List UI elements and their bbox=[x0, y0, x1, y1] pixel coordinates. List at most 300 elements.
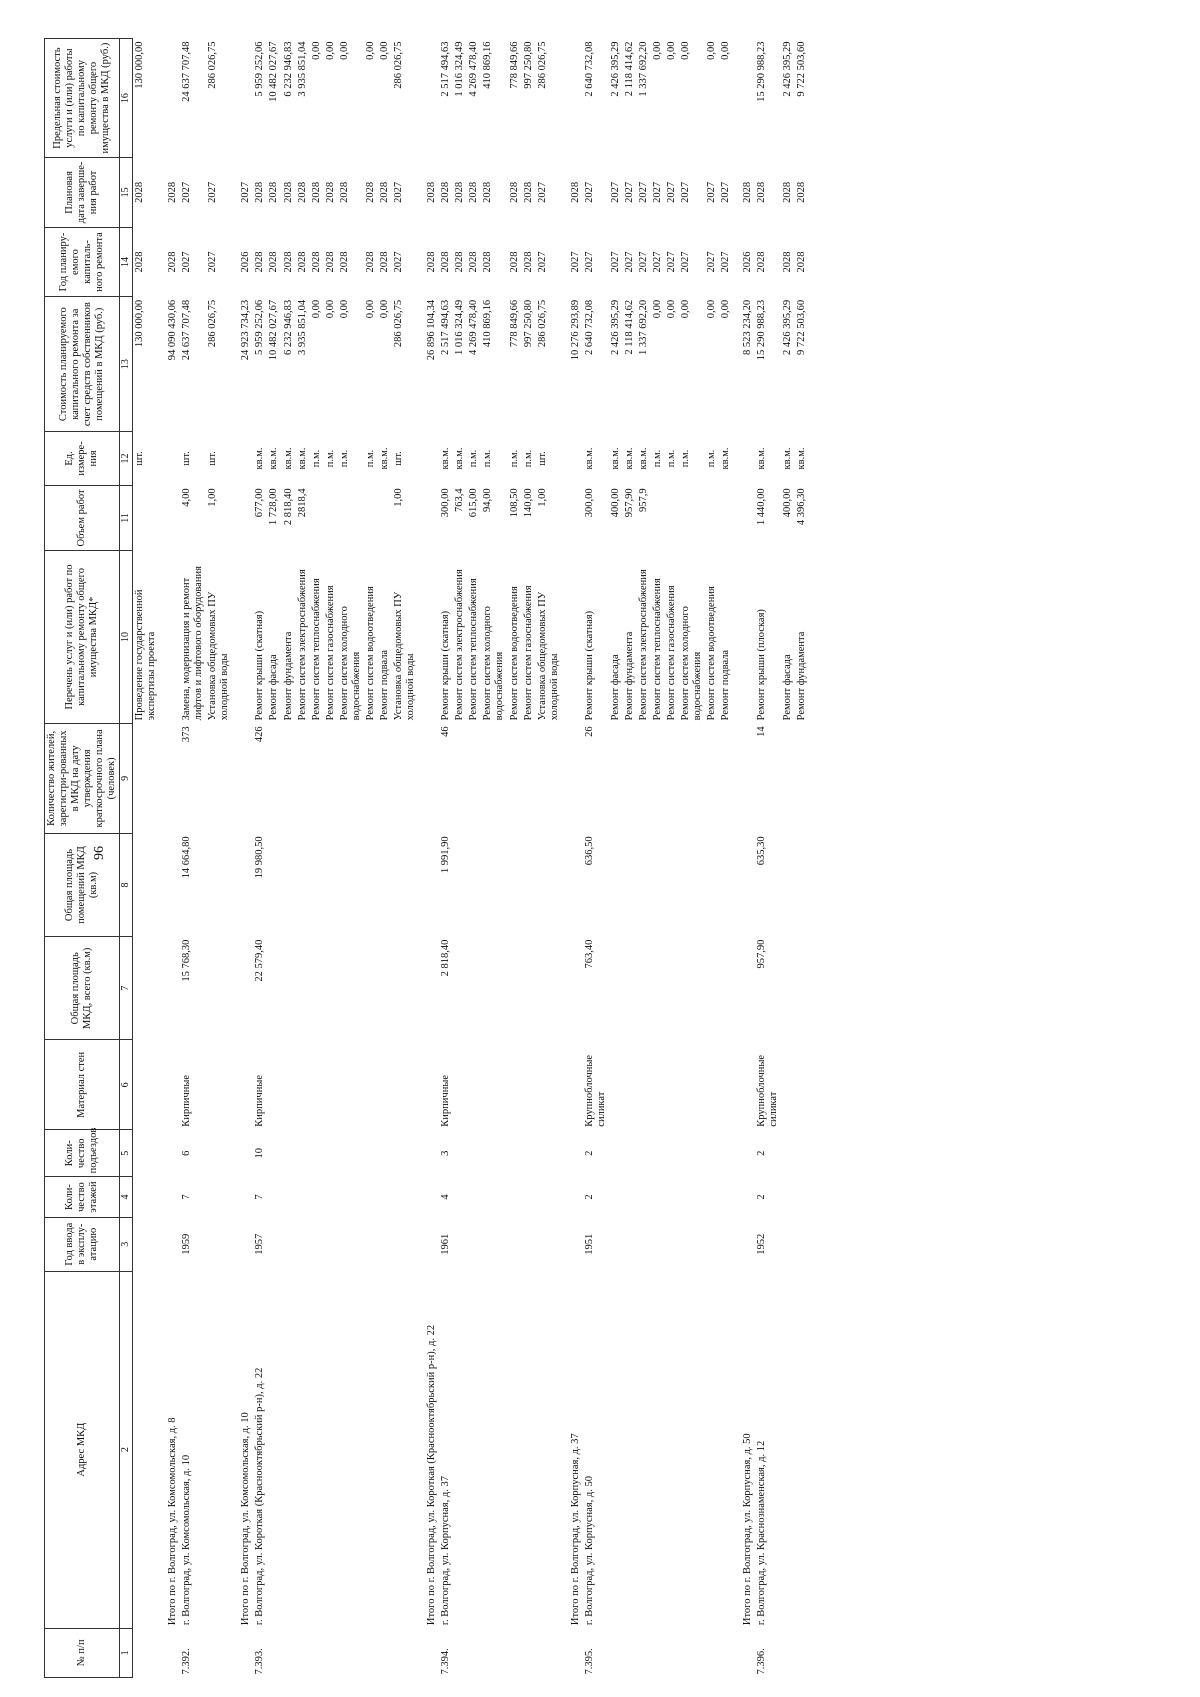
cell-col-2 bbox=[392, 1271, 418, 1628]
cell-col-11 bbox=[338, 485, 364, 550]
cell-col-4 bbox=[232, 1177, 253, 1217]
cell-col-10 bbox=[418, 551, 439, 724]
cell-col-9 bbox=[159, 723, 180, 833]
cell-col-2: Итого по г. Волгоград, ул. Комсомольская, д. 10 bbox=[240, 1412, 252, 1626]
cell-col-13: 0,00 bbox=[338, 299, 350, 319]
cell-col-5 bbox=[705, 1130, 719, 1177]
cell-col-5 bbox=[609, 1130, 623, 1177]
cell-col-3 bbox=[651, 1217, 665, 1271]
cell-col-1 bbox=[338, 1628, 364, 1677]
cell-col-1 bbox=[481, 1628, 507, 1677]
cell-col-2 bbox=[536, 1271, 562, 1628]
cell-col-12: кв.м. bbox=[638, 447, 650, 470]
cell-col-8 bbox=[232, 833, 253, 936]
cell-col-8 bbox=[159, 833, 180, 936]
cell-col-11: 2818,4 bbox=[296, 488, 308, 518]
cell-col-6 bbox=[282, 1040, 296, 1130]
cell-col-8 bbox=[609, 833, 623, 936]
cell-col-15: 2027 bbox=[207, 181, 219, 203]
cell-col-13: 0,00 bbox=[310, 299, 322, 319]
cell-col-3: 1952 bbox=[755, 1233, 767, 1255]
cell-col-12: п.м. bbox=[482, 449, 494, 468]
column-number-5: 5 bbox=[120, 1130, 133, 1177]
cell-col-10: Ремонт фундамента bbox=[282, 631, 294, 721]
cell-col-9 bbox=[282, 723, 296, 833]
cell-col-6 bbox=[508, 1040, 522, 1130]
total-row bbox=[418, 39, 439, 1678]
cell-col-6: Крупноблочные силикат bbox=[755, 1054, 779, 1127]
cell-col-4 bbox=[296, 1177, 310, 1217]
cell-col-8 bbox=[734, 833, 755, 936]
cell-col-13: 2 426 395,29 bbox=[609, 299, 621, 355]
cell-col-14: 2028 bbox=[440, 251, 452, 273]
cell-col-7 bbox=[536, 937, 562, 1040]
cell-col-12: кв.м. bbox=[282, 447, 294, 470]
cell-col-10: Ремонт подвала bbox=[720, 649, 732, 721]
column-number-7: 7 bbox=[120, 937, 133, 1040]
cell-col-6 bbox=[705, 1040, 719, 1130]
cell-col-15: 2028 bbox=[268, 181, 280, 203]
column-header-12: Ед. измере-ния bbox=[45, 432, 120, 486]
column-header-9: Количество жителей, зарегистри-рованных в МКД на дату утверждения краткосрочного плана (человек) bbox=[45, 723, 120, 833]
cell-col-16: 0,00 bbox=[652, 41, 664, 60]
cell-col-2: г. Волгоград, ул. Комсомольская, д. 10 bbox=[181, 1454, 193, 1626]
cell-col-11: 400,00 bbox=[781, 488, 793, 518]
cell-col-12 bbox=[734, 432, 755, 486]
cell-col-3 bbox=[232, 1217, 253, 1271]
cell-col-11: 4,00 bbox=[181, 488, 193, 507]
column-header-8: Общая площадь помещений МКД (кв.м) bbox=[45, 833, 120, 936]
table-row bbox=[310, 39, 324, 1678]
cell-col-4 bbox=[665, 1177, 679, 1217]
column-number-row bbox=[120, 39, 133, 1678]
cell-col-8 bbox=[324, 833, 338, 936]
cell-col-10: Ремонт систем электроснабжения bbox=[638, 569, 650, 721]
cell-col-10 bbox=[562, 551, 583, 724]
cell-col-6 bbox=[467, 1040, 481, 1130]
cell-col-3 bbox=[392, 1217, 418, 1271]
header-row bbox=[45, 39, 120, 1678]
cell-col-15: 2027 bbox=[666, 181, 678, 203]
cell-col-1 bbox=[522, 1628, 536, 1677]
cell-col-1 bbox=[719, 1628, 733, 1677]
cell-col-8 bbox=[310, 833, 324, 936]
cell-col-2 bbox=[705, 1271, 719, 1628]
cell-col-1 bbox=[609, 1628, 623, 1677]
cell-col-7 bbox=[665, 937, 679, 1040]
cell-col-9 bbox=[206, 723, 232, 833]
table-row bbox=[755, 39, 781, 1678]
table-row bbox=[132, 39, 159, 1678]
cell-col-7 bbox=[719, 937, 733, 1040]
cell-col-15: 2028 bbox=[569, 181, 581, 203]
cell-col-1 bbox=[282, 1628, 296, 1677]
cell-col-9 bbox=[734, 723, 755, 833]
cell-col-4 bbox=[282, 1177, 296, 1217]
cell-col-7 bbox=[734, 937, 755, 1040]
rotated-page bbox=[44, 38, 1184, 1678]
cell-col-10 bbox=[232, 551, 253, 724]
cell-col-4 bbox=[522, 1177, 536, 1217]
cell-col-13: 0,00 bbox=[680, 299, 692, 319]
cell-col-12: кв.м. bbox=[624, 447, 635, 470]
cell-col-9 bbox=[324, 723, 338, 833]
cell-col-11 bbox=[651, 485, 665, 550]
cell-col-4 bbox=[623, 1177, 637, 1217]
cell-col-11: 1,00 bbox=[393, 488, 404, 507]
cell-col-15: 2028 bbox=[468, 181, 480, 203]
cell-col-12: п.м. bbox=[666, 449, 678, 468]
cell-col-11: 957,9 bbox=[638, 488, 650, 513]
cell-col-13: 0,00 bbox=[652, 299, 664, 319]
cell-col-16: 410 869,16 bbox=[482, 41, 494, 89]
cell-col-4 bbox=[536, 1177, 562, 1217]
cell-col-2: г. Волгоград, ул. Корпусная, д. 37 bbox=[440, 1476, 452, 1626]
cell-col-1 bbox=[536, 1628, 562, 1677]
cell-col-8: 19 980,50 bbox=[254, 836, 266, 879]
cell-col-14: 2028 bbox=[482, 251, 494, 273]
cell-col-11 bbox=[705, 485, 719, 550]
cell-col-14: 2027 bbox=[569, 251, 581, 273]
cell-col-12: кв.м. bbox=[755, 447, 767, 470]
cell-col-4 bbox=[159, 1177, 180, 1217]
cell-col-13: 10 482 027,67 bbox=[268, 299, 280, 361]
cell-col-4 bbox=[651, 1177, 665, 1217]
cell-col-3 bbox=[665, 1217, 679, 1271]
cell-col-5: 6 bbox=[181, 1150, 193, 1156]
column-number-10: 10 bbox=[120, 551, 133, 724]
cell-col-15: 2028 bbox=[167, 181, 178, 203]
table-row bbox=[481, 39, 507, 1678]
cell-col-10: Ремонт систем водоотведения bbox=[706, 586, 718, 721]
cell-col-11 bbox=[734, 485, 755, 550]
cell-col-7: 763,40 bbox=[583, 939, 595, 969]
capital-repair-table bbox=[44, 38, 809, 1678]
cell-col-11 bbox=[665, 485, 679, 550]
cell-col-3 bbox=[453, 1217, 467, 1271]
cell-col-4 bbox=[206, 1177, 232, 1217]
cell-col-8 bbox=[282, 833, 296, 936]
cell-col-10: Ремонт фасада bbox=[268, 654, 280, 721]
cell-col-9 bbox=[378, 723, 392, 833]
cell-col-5 bbox=[679, 1130, 705, 1177]
total-row bbox=[232, 39, 253, 1678]
cell-col-1: 7.396. bbox=[755, 1648, 767, 1675]
table-row bbox=[324, 39, 338, 1678]
cell-col-4 bbox=[324, 1177, 338, 1217]
cell-col-3 bbox=[734, 1217, 755, 1271]
cell-col-4 bbox=[378, 1177, 392, 1217]
cell-col-2 bbox=[623, 1271, 637, 1628]
cell-col-2 bbox=[609, 1271, 623, 1628]
cell-col-6 bbox=[536, 1040, 562, 1130]
column-number-14: 14 bbox=[120, 227, 133, 297]
cell-col-3 bbox=[705, 1217, 719, 1271]
cell-col-14: 2027 bbox=[583, 251, 595, 273]
column-header-4: Коли-чество этажей bbox=[45, 1177, 120, 1217]
cell-col-5 bbox=[267, 1130, 281, 1177]
cell-col-5 bbox=[719, 1130, 733, 1177]
cell-col-3 bbox=[562, 1217, 583, 1271]
cell-col-16 bbox=[418, 39, 439, 158]
cell-col-9 bbox=[453, 723, 467, 833]
cell-col-1 bbox=[705, 1628, 719, 1677]
cell-col-2 bbox=[637, 1271, 651, 1628]
cell-col-15: 2027 bbox=[583, 181, 595, 203]
cell-col-14: 2028 bbox=[378, 251, 390, 273]
cell-col-12 bbox=[562, 432, 583, 486]
cell-col-16: 0,00 bbox=[364, 41, 376, 60]
cell-col-12: кв.м. bbox=[440, 447, 452, 470]
cell-col-12: шт. bbox=[393, 451, 404, 466]
cell-col-10: Ремонт фундамента bbox=[795, 631, 807, 721]
cell-col-14: 2028 bbox=[781, 251, 793, 273]
cell-col-6 bbox=[665, 1040, 679, 1130]
cell-col-16: 0,00 bbox=[666, 41, 678, 60]
column-header-10: Перечень услуг и (или) работ по капитальному ремонту общего имущества МКД* bbox=[45, 551, 120, 724]
column-number-1: 1 bbox=[120, 1628, 133, 1677]
cell-col-8 bbox=[679, 833, 705, 936]
cell-col-5 bbox=[132, 1130, 159, 1177]
cell-col-9 bbox=[665, 723, 679, 833]
cell-col-1 bbox=[623, 1628, 637, 1677]
cell-col-8 bbox=[508, 833, 522, 936]
cell-col-1 bbox=[418, 1628, 439, 1677]
cell-col-8 bbox=[665, 833, 679, 936]
cell-col-10: Проведение государственной экспертизы проекта bbox=[133, 589, 157, 721]
cell-col-6 bbox=[623, 1040, 637, 1130]
cell-col-16 bbox=[562, 39, 583, 158]
cell-col-11: 615,00 bbox=[468, 488, 480, 518]
cell-col-7 bbox=[679, 937, 705, 1040]
cell-col-14: 2028 bbox=[755, 251, 767, 273]
cell-col-3: 1957 bbox=[254, 1233, 266, 1255]
cell-col-2 bbox=[481, 1271, 507, 1628]
cell-col-16 bbox=[734, 39, 755, 158]
cell-col-13: 286 026,75 bbox=[207, 299, 219, 348]
page-number: 96 bbox=[92, 846, 107, 860]
cell-col-15: 2028 bbox=[522, 181, 534, 203]
cell-col-11: 400,00 bbox=[609, 488, 621, 518]
cell-col-3 bbox=[206, 1217, 232, 1271]
cell-col-2: г. Волгоград, ул. Корпусная, д. 50 bbox=[583, 1476, 595, 1626]
cell-col-10: Ремонт систем водоотведения bbox=[364, 586, 376, 721]
cell-col-15: 2028 bbox=[378, 181, 390, 203]
cell-col-4 bbox=[562, 1177, 583, 1217]
cell-col-12: п.м. bbox=[680, 449, 692, 468]
cell-col-2 bbox=[282, 1271, 296, 1628]
cell-col-2 bbox=[467, 1271, 481, 1628]
cell-col-12: кв.м. bbox=[378, 447, 390, 470]
cell-col-7 bbox=[378, 937, 392, 1040]
cell-col-1: 7.392. bbox=[181, 1648, 193, 1675]
column-header-7: Общая площадь МКД, всего (кв.м) bbox=[45, 937, 120, 1040]
cell-col-5 bbox=[795, 1130, 809, 1177]
cell-col-9 bbox=[392, 723, 418, 833]
cell-col-7 bbox=[609, 937, 623, 1040]
cell-col-12: кв.м. bbox=[254, 447, 266, 470]
cell-col-16: 4 269 478,40 bbox=[468, 41, 480, 97]
cell-col-15: 2028 bbox=[795, 181, 807, 203]
cell-col-10: Ремонт подвала bbox=[378, 649, 390, 721]
cell-col-5 bbox=[296, 1130, 310, 1177]
cell-col-1 bbox=[378, 1628, 392, 1677]
cell-col-5 bbox=[324, 1130, 338, 1177]
cell-col-7 bbox=[418, 937, 439, 1040]
table-row bbox=[781, 39, 795, 1678]
table-row bbox=[467, 39, 481, 1678]
cell-col-13: 0,00 bbox=[720, 299, 732, 319]
cell-col-15: 2027 bbox=[393, 181, 404, 203]
cell-col-13: 5 959 252,06 bbox=[254, 299, 266, 355]
cell-col-11: 1,00 bbox=[207, 488, 219, 507]
cell-col-9 bbox=[364, 723, 378, 833]
cell-col-3 bbox=[623, 1217, 637, 1271]
cell-col-9: 14 bbox=[755, 726, 767, 737]
cell-col-3 bbox=[536, 1217, 562, 1271]
cell-col-16: 130 000,00 bbox=[133, 41, 145, 89]
cell-col-6 bbox=[338, 1040, 364, 1130]
cell-col-11 bbox=[562, 485, 583, 550]
cell-col-16: 286 026,75 bbox=[207, 41, 219, 89]
cell-col-11: 1 440,00 bbox=[755, 488, 767, 526]
cell-col-14: 2028 bbox=[454, 251, 466, 273]
cell-col-5: 2 bbox=[755, 1150, 767, 1156]
cell-col-16: 6 232 946,83 bbox=[282, 41, 294, 97]
cell-col-5 bbox=[392, 1130, 418, 1177]
cell-col-16: 2 426 395,29 bbox=[781, 41, 793, 97]
cell-col-1 bbox=[392, 1628, 418, 1677]
cell-col-9 bbox=[232, 723, 253, 833]
cell-col-7 bbox=[623, 937, 637, 1040]
cell-col-1 bbox=[296, 1628, 310, 1677]
cell-col-7 bbox=[467, 937, 481, 1040]
cell-col-5 bbox=[623, 1130, 637, 1177]
cell-col-7 bbox=[364, 937, 378, 1040]
cell-col-9 bbox=[781, 723, 795, 833]
cell-col-14: 2026 bbox=[741, 251, 753, 273]
cell-col-9 bbox=[609, 723, 623, 833]
table-row bbox=[665, 39, 679, 1678]
cell-col-6: Кирпичные bbox=[440, 1074, 452, 1127]
cell-col-13: 286 026,75 bbox=[536, 299, 548, 348]
cell-col-5 bbox=[651, 1130, 665, 1177]
cell-col-7: 2 818,40 bbox=[440, 939, 452, 977]
cell-col-7 bbox=[392, 937, 418, 1040]
cell-col-3 bbox=[508, 1217, 522, 1271]
cell-col-16: 778 849,66 bbox=[508, 41, 520, 89]
cell-col-16: 0,00 bbox=[378, 41, 390, 60]
cell-col-2 bbox=[267, 1271, 281, 1628]
cell-col-16 bbox=[159, 39, 180, 158]
cell-col-1 bbox=[453, 1628, 467, 1677]
cell-col-8 bbox=[378, 833, 392, 936]
cell-col-15: 2027 bbox=[609, 181, 621, 203]
cell-col-4 bbox=[338, 1177, 364, 1217]
cell-col-15: 2028 bbox=[508, 181, 520, 203]
cell-col-15: 2028 bbox=[310, 181, 322, 203]
cell-col-2: Итого по г. Волгоград, ул. Короткая (Краснооктябрьский р-н), д. 22 bbox=[426, 1324, 438, 1626]
cell-col-5 bbox=[536, 1130, 562, 1177]
cell-col-3 bbox=[338, 1217, 364, 1271]
cell-col-9 bbox=[651, 723, 665, 833]
cell-col-3 bbox=[310, 1217, 324, 1271]
cell-col-15: 2027 bbox=[638, 181, 650, 203]
table-row bbox=[623, 39, 637, 1678]
cell-col-9 bbox=[705, 723, 719, 833]
column-header-16: Предельная стоимость услуги и (или) работы по капитальному ремонту общего имущества в МКД (руб.) bbox=[45, 39, 120, 158]
cell-col-9 bbox=[338, 723, 364, 833]
cell-col-11: 4 396,30 bbox=[795, 488, 807, 526]
table-row bbox=[719, 39, 733, 1678]
cell-col-1 bbox=[310, 1628, 324, 1677]
cell-col-8: 636,50 bbox=[583, 836, 595, 866]
cell-col-5 bbox=[453, 1130, 467, 1177]
column-number-11: 11 bbox=[120, 485, 133, 550]
cell-col-8 bbox=[795, 833, 809, 936]
cell-col-11: 108,50 bbox=[508, 488, 520, 518]
cell-col-12: шт. bbox=[181, 451, 193, 466]
cell-col-13: 8 523 234,20 bbox=[741, 299, 753, 355]
cell-col-9 bbox=[679, 723, 705, 833]
cell-col-13: 3 935 851,04 bbox=[296, 299, 308, 355]
column-number-3: 3 bbox=[120, 1217, 133, 1271]
cell-col-9 bbox=[536, 723, 562, 833]
cell-col-13: 24 637 707,48 bbox=[181, 299, 193, 361]
cell-col-10: Ремонт систем теплоснабжения bbox=[468, 578, 480, 721]
cell-col-3 bbox=[364, 1217, 378, 1271]
cell-col-1 bbox=[562, 1628, 583, 1677]
cell-col-9 bbox=[418, 723, 439, 833]
cell-col-1 bbox=[651, 1628, 665, 1677]
cell-col-9 bbox=[637, 723, 651, 833]
cell-col-4 bbox=[364, 1177, 378, 1217]
cell-col-13: 778 849,66 bbox=[508, 299, 520, 348]
cell-col-14: 2028 bbox=[324, 251, 336, 273]
cell-col-3 bbox=[609, 1217, 623, 1271]
cell-col-7: 957,90 bbox=[755, 939, 767, 969]
cell-col-4 bbox=[637, 1177, 651, 1217]
cell-col-8 bbox=[719, 833, 733, 936]
cell-col-11: 2 818,40 bbox=[282, 488, 294, 526]
cell-col-6 bbox=[132, 1040, 159, 1130]
cell-col-7: 15 768,30 bbox=[181, 939, 193, 982]
cell-col-9: 373 bbox=[181, 726, 193, 743]
cell-col-12 bbox=[418, 432, 439, 486]
cell-col-13: 26 896 104,34 bbox=[426, 299, 438, 361]
cell-col-4 bbox=[132, 1177, 159, 1217]
cell-col-7 bbox=[562, 937, 583, 1040]
table-row bbox=[267, 39, 281, 1678]
cell-col-12: кв.м. bbox=[583, 447, 595, 470]
cell-col-9 bbox=[310, 723, 324, 833]
cell-col-14: 2028 bbox=[282, 251, 294, 273]
table-row bbox=[637, 39, 651, 1678]
cell-col-9: 426 bbox=[254, 726, 266, 743]
cell-col-15: 2028 bbox=[364, 181, 376, 203]
table-row bbox=[364, 39, 378, 1678]
cell-col-2 bbox=[324, 1271, 338, 1628]
cell-col-8 bbox=[418, 833, 439, 936]
cell-col-13: 0,00 bbox=[378, 299, 390, 319]
cell-col-2 bbox=[651, 1271, 665, 1628]
column-number-6: 6 bbox=[120, 1040, 133, 1130]
cell-col-14: 2027 bbox=[181, 251, 193, 273]
cell-col-14: 2028 bbox=[310, 251, 322, 273]
cell-col-9 bbox=[623, 723, 637, 833]
cell-col-5 bbox=[282, 1130, 296, 1177]
cell-col-2: г. Волгоград, ул. Краснознаменская, д. 12 bbox=[755, 1440, 767, 1626]
